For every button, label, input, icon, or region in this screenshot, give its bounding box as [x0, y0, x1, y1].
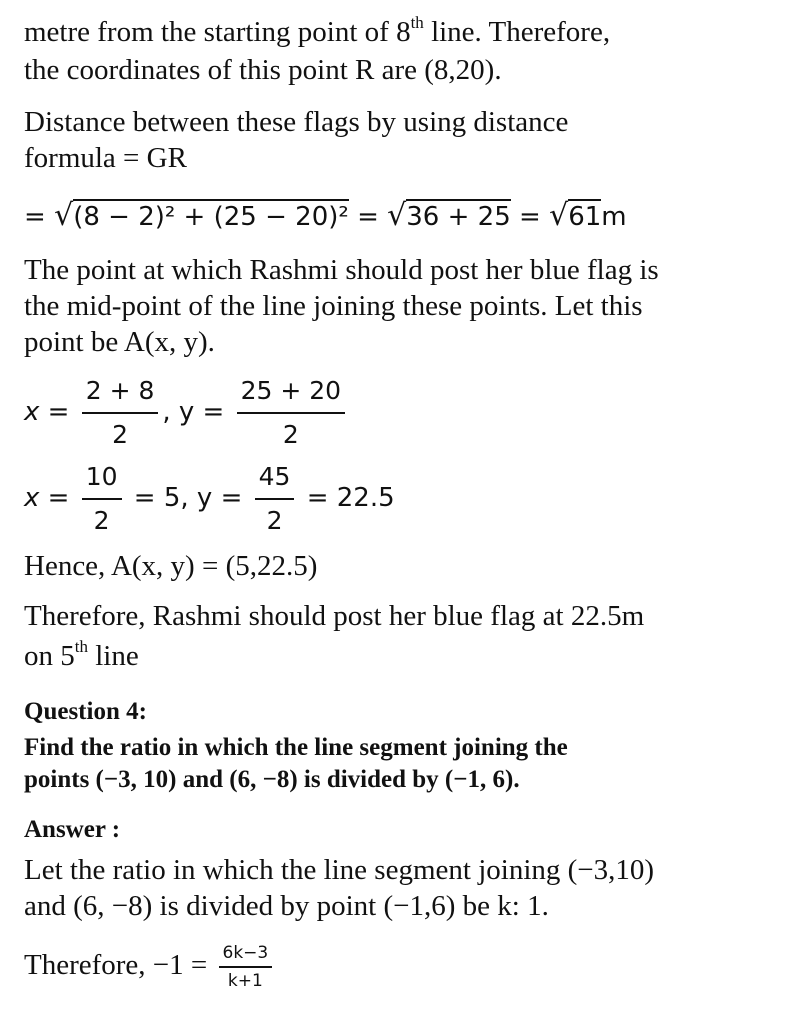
answer-heading: Answer : [24, 816, 121, 843]
midpoint-evaluation [24, 458, 395, 538]
superscript: th [74, 637, 88, 657]
fraction [82, 376, 159, 450]
result: = 22.5 [306, 483, 395, 513]
paragraph-line [24, 638, 139, 674]
numerator: 25 + 20 [240, 375, 342, 405]
unit: m [601, 202, 627, 232]
variable-x: x [24, 483, 40, 513]
numerator: 2 + 8 [85, 375, 155, 405]
separator: , y = [162, 397, 225, 427]
sqrt-symbol: √ [54, 198, 74, 233]
sqrt-symbol: √ [387, 198, 407, 233]
paragraph-line: Let the ratio in which the line segment joining (−3,10) [24, 854, 655, 886]
paragraph-line: and (6, −8) is divided by point (−1,6) be k: 1. [24, 890, 549, 922]
text: on 5 [24, 640, 75, 672]
question-text: points (−3, 10) and (6, −8) is divided by (−1, 6). [24, 766, 520, 793]
separator: = 5, y = [133, 483, 243, 513]
paragraph-line [24, 14, 610, 50]
radicand: 36 + 25 [406, 199, 510, 232]
numerator: 45 [258, 461, 291, 491]
sqrt-symbol: √ [549, 198, 569, 233]
denominator: 2 [237, 412, 345, 450]
denominator: 2 [82, 498, 122, 536]
denominator: k+1 [219, 966, 273, 994]
paragraph-line: formula = GR [24, 142, 187, 174]
superscript: th [410, 13, 424, 33]
question-text: Find the ratio in which the line segment joining the [24, 734, 568, 761]
denominator: 2 [255, 498, 295, 536]
text: line. Therefore, [423, 16, 611, 48]
numerator: 10 [85, 461, 118, 491]
question-heading: Question 4: [24, 698, 147, 725]
radicand: (8 − 2)² + (25 − 20)² [73, 199, 349, 232]
radicand: 61 [568, 199, 601, 232]
paragraph-line: The point at which Rashmi should post her blue flag is [24, 254, 659, 286]
midpoint-formula [24, 372, 349, 452]
paragraph-line: point be A(x, y). [24, 326, 215, 358]
paragraph-line: the mid-point of the line joining these points. Let this [24, 290, 643, 322]
ratio-equation [24, 936, 276, 994]
equals: = [24, 202, 55, 232]
equals: = [510, 202, 550, 232]
paragraph-line: Therefore, Rashmi should post her blue flag at 22.5m [24, 600, 645, 632]
text: Therefore, −1 = [24, 949, 208, 981]
fraction [255, 462, 295, 536]
fraction [237, 376, 345, 450]
numerator: 6k−3 [222, 943, 269, 964]
text: metre from the starting point of 8 [24, 16, 411, 48]
fraction [82, 462, 122, 536]
variable-x: x [24, 397, 40, 427]
text: line [87, 640, 139, 672]
paragraph-line: Hence, A(x, y) = (5,22.5) [24, 550, 318, 582]
equals: = [47, 397, 70, 427]
denominator: 2 [82, 412, 159, 450]
equals: = [47, 483, 70, 513]
fraction [219, 940, 273, 994]
distance-equation [24, 198, 627, 235]
paragraph-line: Distance between these flags by using distance [24, 106, 569, 138]
paragraph-line: the coordinates of this point R are (8,20). [24, 54, 502, 86]
equals: = [348, 202, 388, 232]
